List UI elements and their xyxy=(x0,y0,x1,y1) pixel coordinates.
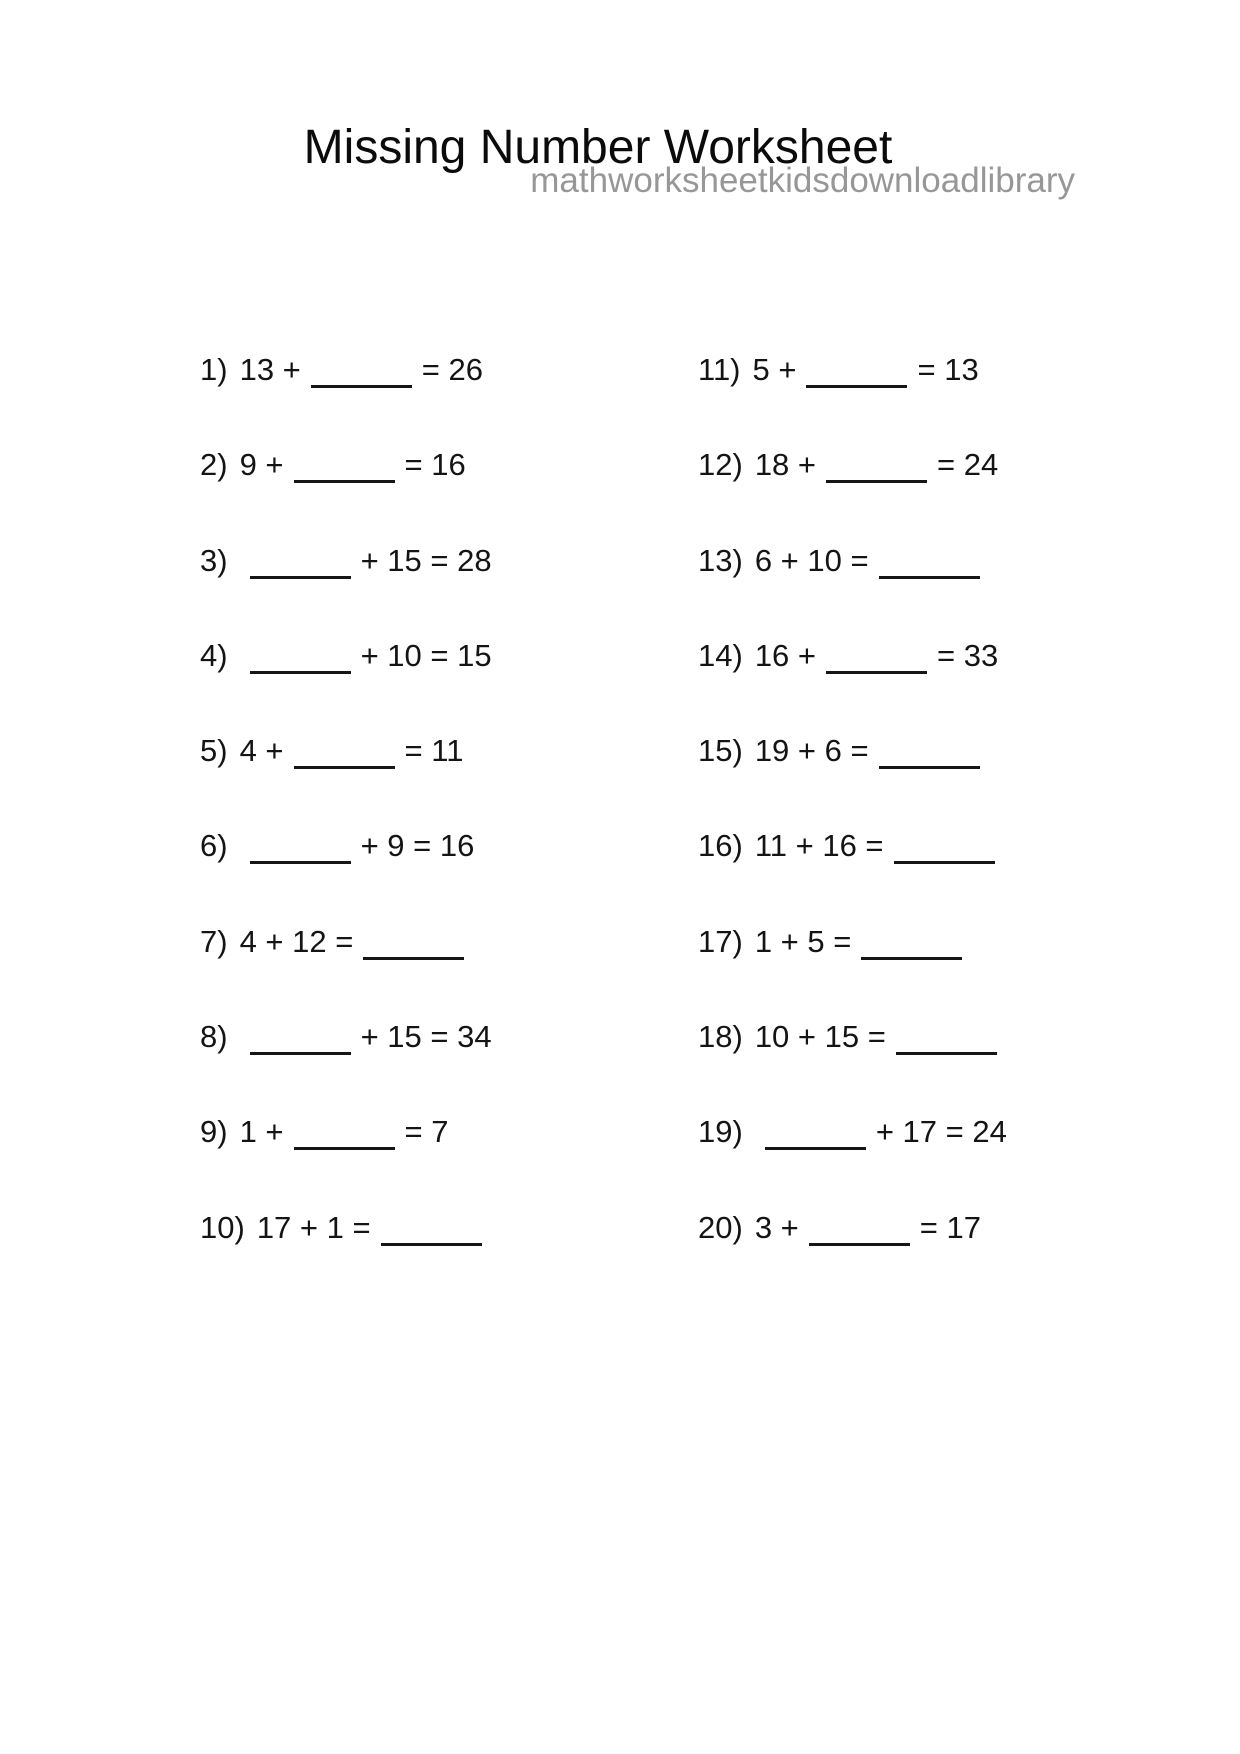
problem-pre-text: 5 + xyxy=(752,352,797,387)
problem-row xyxy=(698,322,1007,417)
answer-blank[interactable] xyxy=(311,351,412,388)
problem-number: 10) xyxy=(200,1209,245,1245)
problem-number: 18) xyxy=(698,1019,743,1055)
problem-row xyxy=(200,513,492,608)
problem-row xyxy=(698,1180,1007,1275)
answer-blank[interactable] xyxy=(381,1209,482,1246)
problem-post-text: + 10 = 15 xyxy=(360,637,492,673)
problem-row xyxy=(698,798,1007,893)
problem-pre-text: 10 + 15 = xyxy=(754,1019,886,1055)
answer-blank[interactable] xyxy=(765,1113,866,1150)
problem-number: 16) xyxy=(698,828,743,864)
problem-number: 11) xyxy=(698,352,741,387)
answer-blank[interactable] xyxy=(294,732,395,769)
problem-row xyxy=(200,989,492,1084)
problem-pre-text: 13 + xyxy=(239,352,301,387)
answer-blank[interactable] xyxy=(826,446,927,483)
answer-blank[interactable] xyxy=(294,446,395,483)
problem-post-text: = 17 xyxy=(919,1209,981,1245)
answer-blank[interactable] xyxy=(250,637,351,674)
problem-row xyxy=(200,1180,492,1275)
problem-row xyxy=(200,1084,492,1179)
page-title: Missing Number Worksheet xyxy=(303,121,893,175)
problem-number: 2) xyxy=(200,447,228,483)
answer-blank[interactable] xyxy=(879,542,980,579)
problem-post-text: = 11 xyxy=(404,733,464,769)
problem-number: 20) xyxy=(698,1209,743,1245)
answer-blank[interactable] xyxy=(250,827,351,864)
problem-row xyxy=(200,322,492,417)
answer-blank[interactable] xyxy=(809,1209,910,1246)
problem-pre-text: 4 + xyxy=(239,733,284,769)
problem-pre-text: 3 + xyxy=(754,1209,799,1245)
problem-row xyxy=(698,894,1007,989)
problem-post-text: = 24 xyxy=(937,447,999,483)
problem-number: 14) xyxy=(698,637,743,673)
problem-number: 19) xyxy=(698,1114,743,1150)
page-subtitle: mathworksheetkidsdownloadlibrary xyxy=(530,161,1075,200)
problems-column-right xyxy=(698,322,1007,1275)
problem-pre-text: 11 + 16 = xyxy=(754,828,884,864)
problem-row xyxy=(698,513,1007,608)
answer-blank[interactable] xyxy=(894,827,995,864)
problem-number: 8) xyxy=(200,1019,228,1055)
problem-pre-text: 19 + 6 = xyxy=(754,733,869,769)
problem-row xyxy=(200,703,492,798)
problems-column-left xyxy=(200,322,492,1275)
problem-row xyxy=(200,798,492,893)
problem-row xyxy=(200,608,492,703)
problem-row xyxy=(200,417,492,512)
problem-pre-text: 17 + 1 = xyxy=(256,1209,371,1245)
problem-number: 17) xyxy=(698,923,743,959)
problem-number: 15) xyxy=(698,733,743,769)
problem-number: 13) xyxy=(698,542,743,578)
answer-blank[interactable] xyxy=(806,351,907,388)
problem-pre-text: 1 + 5 = xyxy=(754,923,852,959)
problem-number: 3) xyxy=(200,542,228,578)
problem-post-text: + 9 = 16 xyxy=(360,828,475,864)
answer-blank[interactable] xyxy=(294,1113,395,1150)
answer-blank[interactable] xyxy=(896,1018,997,1055)
problem-number: 7) xyxy=(200,923,228,959)
problem-pre-text: 6 + 10 = xyxy=(754,542,869,578)
problem-row xyxy=(698,1084,1007,1179)
problem-pre-text: 1 + xyxy=(239,1114,284,1150)
answer-blank[interactable] xyxy=(879,732,980,769)
problem-row xyxy=(698,608,1007,703)
problem-pre-text: 4 + 12 = xyxy=(239,923,354,959)
problem-number: 4) xyxy=(200,637,228,673)
answer-blank[interactable] xyxy=(250,1018,351,1055)
problem-post-text: + 15 = 28 xyxy=(360,542,492,578)
problem-row xyxy=(698,703,1007,798)
problem-post-text: = 13 xyxy=(917,352,979,387)
problem-number: 9) xyxy=(200,1114,228,1150)
problem-post-text: + 15 = 34 xyxy=(360,1019,492,1055)
problem-post-text: = 7 xyxy=(404,1114,449,1150)
problem-number: 6) xyxy=(200,828,228,864)
problem-post-text: = 26 xyxy=(421,352,483,387)
answer-blank[interactable] xyxy=(250,542,351,579)
problem-pre-text: 18 + xyxy=(754,447,817,483)
problem-row xyxy=(200,894,492,989)
problem-pre-text: 16 + xyxy=(754,637,817,673)
problem-pre-text: 9 + xyxy=(239,447,284,483)
problem-number: 12) xyxy=(698,447,743,483)
problem-post-text: = 33 xyxy=(937,637,999,673)
answer-blank[interactable] xyxy=(861,923,962,960)
problem-post-text: + 17 = 24 xyxy=(875,1114,1007,1150)
problem-number: 1) xyxy=(200,352,228,387)
problem-post-text: = 16 xyxy=(404,447,466,483)
problem-row xyxy=(698,417,1007,512)
problem-number: 5) xyxy=(200,733,228,769)
answer-blank[interactable] xyxy=(363,923,464,960)
problem-row xyxy=(698,989,1007,1084)
answer-blank[interactable] xyxy=(826,637,927,674)
